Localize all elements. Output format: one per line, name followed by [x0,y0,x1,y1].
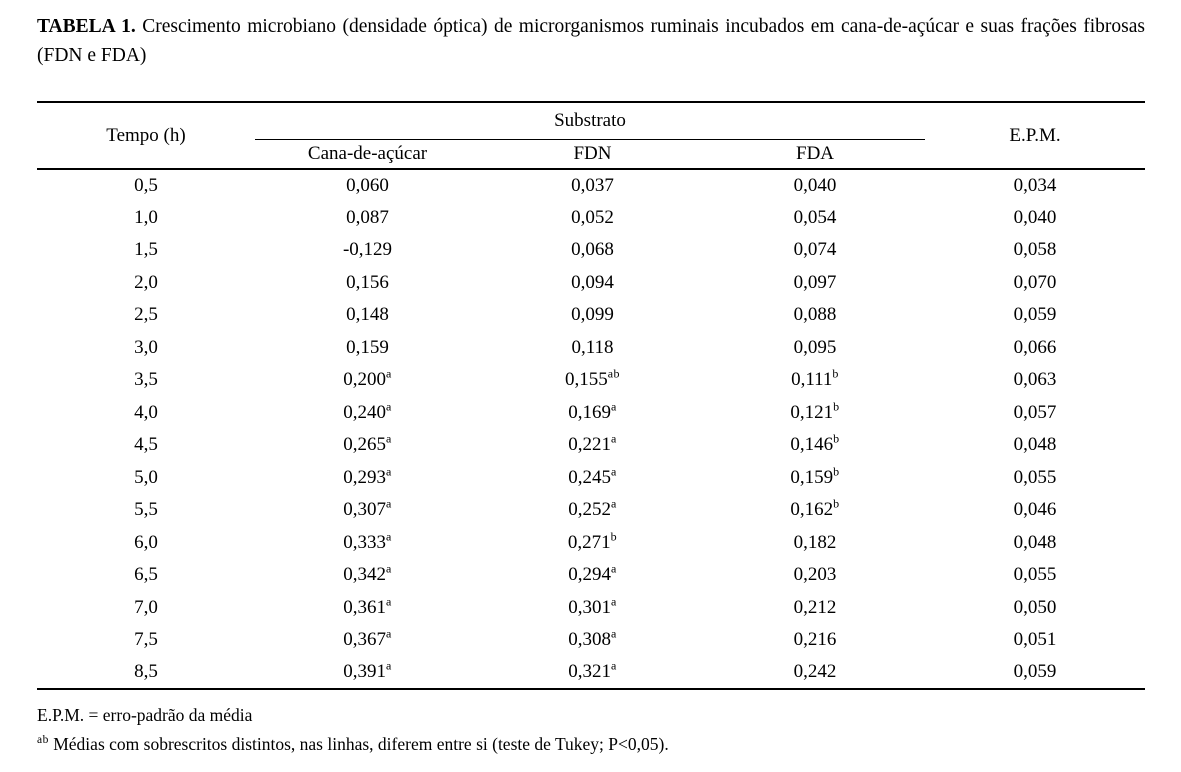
cell-value: 0,391 [343,661,386,683]
cell-value: 1,0 [134,206,158,228]
cell-value: 6,0 [134,531,158,553]
cell-fda [705,494,925,527]
cell-value: 0,121 [790,401,834,423]
cell-epm [925,462,1145,495]
table-row [37,169,1145,202]
cell-superscript: a [610,464,617,479]
cell-value: 0,148 [346,304,389,326]
cell-fda [705,364,925,397]
cell-value: 0,156 [346,271,389,293]
footnotes [37,701,1145,759]
cell-value: 0,216 [793,629,837,651]
column-header-fdn: FDN [480,139,705,169]
cell-epm [925,267,1145,300]
cell-value: 0,200 [343,369,386,391]
cell-fda [705,527,925,560]
cell-tempo [37,234,255,267]
cell-fdn [480,299,705,332]
cell-value: 2,5 [134,304,158,326]
cell-value: 4,0 [134,401,158,423]
cell-value: 3,5 [134,369,158,391]
cell-fda [705,397,925,430]
cell-fda [705,462,925,495]
cell-value: 0,293 [343,466,386,488]
cell-superscript: a [385,626,392,641]
cell-tempo [37,429,255,462]
cell-value: 0,111 [791,369,833,391]
column-header-fda: FDA [705,139,925,169]
cell-value: 0,333 [343,531,386,553]
cell-fdn [480,364,705,397]
table-row [37,657,1145,690]
cell-superscript: a [385,496,392,511]
cell-superscript: a [385,529,392,544]
cell-superscript: a [610,658,617,673]
cell-value: 0,074 [793,239,837,261]
cell-epm [925,429,1145,462]
cell-value: 0,242 [793,661,837,683]
cell-tempo [37,202,255,235]
cell-superscript: b [833,399,840,414]
cell-fda [705,234,925,267]
cell-superscript: a [385,594,392,609]
cell-value: 0,059 [1013,661,1057,683]
cell-value: 0,059 [1013,304,1057,326]
cell-value: 0,155 [564,369,608,391]
cell-value: 0,307 [343,499,386,521]
cell-value: 0,048 [1013,434,1057,456]
table-row [37,267,1145,300]
cell-tempo [37,559,255,592]
table-caption-text: Crescimento microbiano (densidade óptica) de microrganismos ruminais incubados em cana-de-açúcar e suas frações fibrosas (FDN e FDA) [37,16,1146,66]
cell-value: 0,5 [134,174,158,196]
table-row [37,202,1145,235]
cell-superscript: b [833,464,840,479]
cell-epm [925,527,1145,560]
cell-value: 0,212 [793,596,837,618]
cell-epm [925,657,1145,690]
cell-cana [255,364,480,397]
cell-value: 0,118 [571,336,614,358]
cell-fda [705,169,925,202]
cell-value: 0,252 [568,499,611,521]
column-header-cana: Cana-de-açúcar [255,139,480,169]
cell-value: 0,301 [568,596,611,618]
cell-value: 0,063 [1013,369,1057,391]
cell-value: 7,0 [134,596,158,618]
cell-value: 0,057 [1013,401,1057,423]
cell-fdn [480,462,705,495]
results-table [37,101,1145,690]
cell-cana [255,494,480,527]
cell-fda [705,559,925,592]
cell-superscript: b [832,366,839,381]
table-row [37,234,1145,267]
cell-value: 0,342 [343,564,386,586]
cell-value: 0,055 [1013,466,1057,488]
cell-value: 0,182 [793,531,837,553]
cell-value: 0,087 [346,206,389,228]
cell-value: 0,240 [343,401,386,423]
cell-value: 0,169 [568,401,611,423]
cell-fdn [480,202,705,235]
cell-superscript: a [610,626,617,641]
cell-value: 0,367 [343,629,386,651]
cell-value: 3,0 [134,336,158,358]
cell-cana [255,657,480,690]
cell-superscript: a [385,561,392,576]
cell-value: 0,088 [793,304,837,326]
cell-epm [925,364,1145,397]
cell-superscript: a [610,594,617,609]
cell-cana [255,234,480,267]
cell-fda [705,624,925,657]
cell-superscript: a [385,658,392,673]
cell-tempo [37,527,255,560]
cell-epm [925,559,1145,592]
cell-value: 0,095 [793,336,837,358]
cell-fdn [480,592,705,625]
cell-tempo [37,494,255,527]
cell-value: 0,050 [1013,596,1057,618]
cell-epm [925,332,1145,365]
cell-value: 0,046 [1013,499,1057,521]
cell-value: 0,265 [343,434,386,456]
cell-epm [925,494,1145,527]
cell-value: 0,162 [790,499,834,521]
cell-epm [925,202,1145,235]
cell-value: 0,321 [568,661,611,683]
cell-value: 0,146 [790,434,834,456]
cell-superscript: a [385,464,392,479]
cell-value: 0,040 [1013,206,1057,228]
cell-superscript: b [833,496,840,511]
footnote-superscript-label: ab [37,734,49,747]
cell-tempo [37,332,255,365]
cell-value: 0,203 [793,564,837,586]
table-row [37,494,1145,527]
cell-superscript: ab [607,366,621,381]
cell-fdn [480,624,705,657]
cell-value: 0,051 [1013,629,1057,651]
cell-fdn [480,397,705,430]
cell-cana [255,462,480,495]
cell-value: 0,034 [1013,174,1057,196]
cell-tempo [37,592,255,625]
cell-fdn [480,527,705,560]
cell-fdn [480,169,705,202]
cell-fda [705,267,925,300]
cell-fdn [480,559,705,592]
cell-superscript: a [385,399,392,414]
cell-epm [925,234,1145,267]
cell-epm [925,397,1145,430]
column-group-substrato: Substrato [255,102,925,139]
table-row [37,299,1145,332]
cell-fda [705,592,925,625]
cell-tempo [37,169,255,202]
cell-value: 0,070 [1013,271,1057,293]
cell-fdn [480,429,705,462]
cell-epm [925,592,1145,625]
cell-fdn [480,332,705,365]
cell-value: 0,159 [790,466,834,488]
table-row [37,429,1145,462]
cell-value: 5,0 [134,466,158,488]
table-row [37,559,1145,592]
cell-superscript: a [610,431,617,446]
cell-value: 0,097 [793,271,837,293]
table-row [37,592,1145,625]
column-header-epm: E.P.M. [925,102,1145,169]
cell-cana [255,202,480,235]
table-row [37,527,1145,560]
cell-value: 0,221 [568,434,611,456]
cell-superscript: b [833,431,840,446]
cell-cana [255,527,480,560]
table-body [37,169,1145,689]
cell-superscript: a [610,496,617,511]
cell-epm [925,624,1145,657]
cell-value: 1,5 [134,239,158,261]
cell-value: 8,5 [134,661,158,683]
cell-value: 0,271 [567,531,611,553]
cell-value: 0,308 [568,629,611,651]
cell-cana [255,397,480,430]
cell-superscript: b [610,529,618,544]
cell-cana [255,559,480,592]
table-row [37,462,1145,495]
cell-cana [255,299,480,332]
cell-value: 0,094 [571,271,614,293]
cell-value: 0,060 [346,174,389,196]
header-row-group [37,102,1145,139]
cell-fda [705,202,925,235]
cell-tempo [37,364,255,397]
column-header-tempo: Tempo (h) [37,102,255,169]
cell-value: 0,294 [568,564,611,586]
cell-cana [255,624,480,657]
cell-fdn [480,267,705,300]
cell-superscript: a [385,366,392,381]
cell-fdn [480,494,705,527]
cell-superscript: a [610,399,617,414]
cell-value: 7,5 [134,629,158,651]
cell-value: 0,099 [571,304,614,326]
cell-value: 0,054 [793,206,837,228]
table-caption [37,12,1145,70]
cell-value: -0,129 [342,239,393,261]
table-row [37,364,1145,397]
cell-tempo [37,299,255,332]
cell-superscript: a [610,561,617,576]
cell-fdn [480,234,705,267]
cell-cana [255,592,480,625]
cell-value: 5,5 [134,499,158,521]
table-header [37,102,1145,169]
cell-value: 0,159 [346,336,389,358]
cell-value: 0,052 [571,206,614,228]
cell-tempo [37,657,255,690]
cell-tempo [37,267,255,300]
table-row [37,332,1145,365]
cell-cana [255,169,480,202]
cell-tempo [37,462,255,495]
table-row [37,397,1145,430]
cell-superscript: a [385,431,392,446]
cell-value: 0,068 [571,239,614,261]
footnote-superscript-text: Médias com sobrescritos distintos, nas linhas, diferem entre si (teste de Tukey; P<0,05). [53,734,669,754]
cell-epm [925,169,1145,202]
cell-value: 0,245 [568,466,611,488]
footnote-superscripts [37,730,1145,759]
cell-fda [705,429,925,462]
cell-value: 0,040 [793,174,837,196]
cell-value: 0,066 [1013,336,1057,358]
footnote-epm-definition: E.P.M. = erro-padrão da média [37,705,253,725]
cell-tempo [37,624,255,657]
cell-cana [255,267,480,300]
cell-cana [255,332,480,365]
cell-fda [705,299,925,332]
cell-fda [705,332,925,365]
cell-value: 0,037 [571,174,614,196]
cell-value: 6,5 [134,564,158,586]
cell-epm [925,299,1145,332]
cell-value: 0,361 [343,596,386,618]
cell-cana [255,429,480,462]
cell-value: 0,048 [1013,531,1057,553]
cell-value: 2,0 [134,271,158,293]
cell-tempo [37,397,255,430]
cell-value: 4,5 [134,434,158,456]
cell-value: 0,055 [1013,564,1057,586]
cell-value: 0,058 [1013,239,1057,261]
table-caption-label: TABELA 1. [37,16,136,37]
cell-fda [705,657,925,690]
table-row [37,624,1145,657]
cell-fdn [480,657,705,690]
